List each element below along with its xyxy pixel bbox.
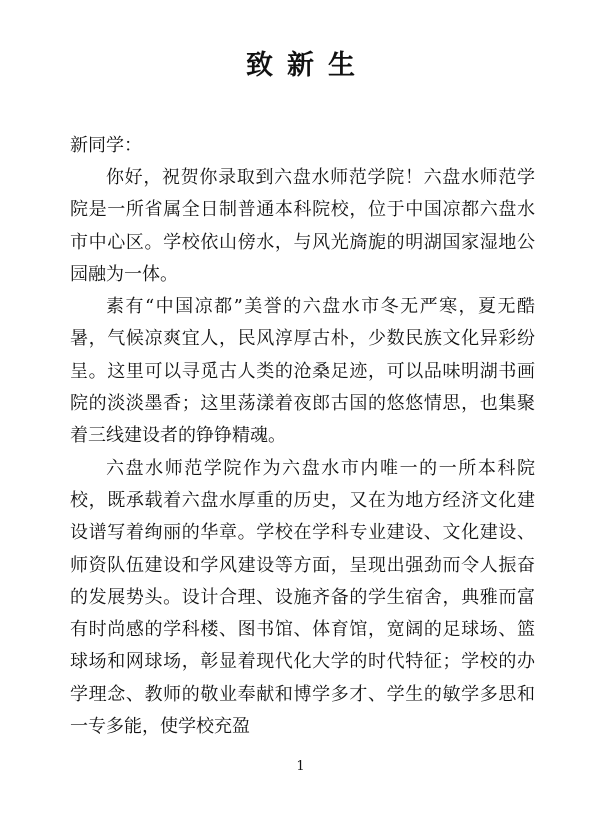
salutation: 新同学： — [70, 135, 142, 156]
paragraph-3: 六盘水师范学院作为六盘水市内唯一的一所本科院校，既承载着六盘水厚重的历史，又在为地方经济文化建设谱写着绚丽的华章。学校在学科专业建设、文化建设、师资队伍建设和学风建设等方面，呈现出强劲而令人振奋的发展势头。设计合理、设施齐备的学生宿舍，典雅而富有时尚感的学科楼、图书馆、体育馆，宽阔的足球场、篮球场和网球场，彰显着现代化大学的时代特征；学校的办学理念、教师的敬业奉献和博学多才、学生的敏学多思和一专多能，使学校充盈 — [70, 457, 535, 738]
paragraph-2: 素有“中国凉都”美誉的六盘水市冬无严寒，夏无酷暑，气候凉爽宜人，民风淳厚古朴，少数民族文化异彩纷呈。这里可以寻觅古人类的沧桑足迹，可以品味明湖书画院的淡淡墨香；这里荡漾着夜郎古国的悠悠情思，也集聚着三线建设者的铮铮精魂。 — [70, 296, 535, 447]
letter-body — [70, 162, 535, 743]
paragraph-1: 你好，祝贺你录取到六盘水师范学院！六盘水师范学院是一所省属全日制普通本科院校，位于中国凉都六盘水市中心区。学校依山傍水，与风光旖旎的明湖国家湿地公园融为一体。 — [70, 167, 535, 285]
page-number: 1 — [296, 759, 305, 774]
page-title: 致新生 — [246, 50, 369, 81]
